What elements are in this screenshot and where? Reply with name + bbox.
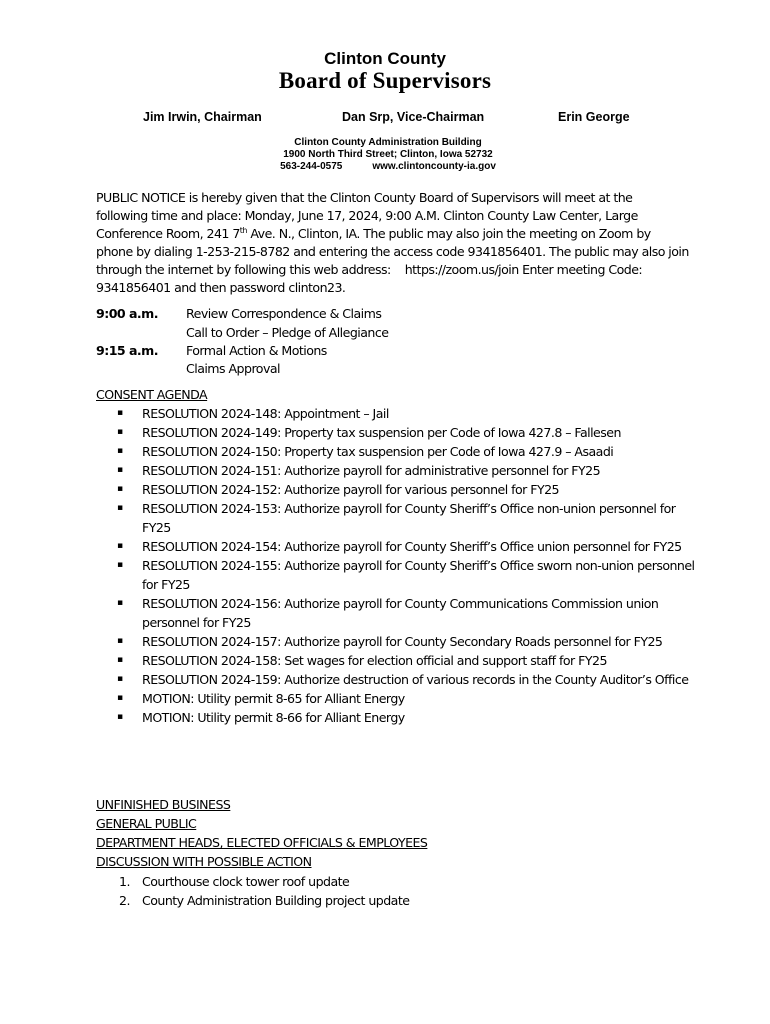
bullet-icon: ▪ bbox=[117, 598, 123, 608]
consent-agenda-item-text: RESOLUTION 2024-153: Authorize payroll for County Sheriff’s Office non-union personnel for FY25 bbox=[142, 501, 676, 535]
consent-agenda-item-text: RESOLUTION 2024-156: Authorize payroll for County Communications Commission union personnel for FY25 bbox=[142, 596, 659, 630]
general-public-heading: GENERAL PUBLIC bbox=[96, 816, 197, 831]
consent-agenda-heading: CONSENT AGENDA bbox=[96, 387, 208, 402]
bullet-icon: ▪ bbox=[117, 503, 123, 513]
bullet-icon: ▪ bbox=[117, 427, 123, 437]
public-notice bbox=[96, 189, 700, 297]
consent-agenda-item-text: RESOLUTION 2024-148: Appointment – Jail bbox=[142, 406, 389, 421]
consent-agenda-item-text: RESOLUTION 2024-155: Authorize payroll for County Sheriff’s Office sworn non-union personnel for FY25 bbox=[142, 558, 695, 592]
department-heads-heading: DEPARTMENT HEADS, ELECTED OFFICIALS & EMPLOYEES bbox=[96, 835, 428, 850]
unfinished-business-heading: UNFINISHED BUSINESS bbox=[96, 797, 231, 812]
website-link[interactable]: www.clintoncounty-ia.gov bbox=[372, 161, 496, 172]
phone-number: 563-244-0575 bbox=[280, 161, 343, 172]
discussion-item bbox=[96, 891, 409, 910]
notice-line: Conference Room, 241 7th Ave. N., Clinton, IA. The public may also join the meeting on Zoom by bbox=[96, 226, 651, 241]
schedule-item: Review Correspondence & Claims bbox=[186, 306, 382, 321]
consent-agenda-item bbox=[96, 480, 702, 499]
county-name: Clinton County bbox=[324, 49, 446, 68]
consent-agenda-item bbox=[96, 423, 702, 442]
consent-agenda-item-text: RESOLUTION 2024-152: Authorize payroll for various personnel for FY25 bbox=[142, 482, 560, 497]
consent-agenda-item-text: RESOLUTION 2024-150: Property tax suspension per Code of Iowa 427.9 – Asaadi bbox=[142, 444, 614, 459]
consent-agenda-item-text: RESOLUTION 2024-151: Authorize payroll for administrative personnel for FY25 bbox=[142, 463, 601, 478]
notice-line: PUBLIC NOTICE is hereby given that the Clinton County Board of Supervisors will meet at the bbox=[96, 190, 633, 205]
bullet-icon: ▪ bbox=[117, 636, 123, 646]
notice-line: 9341856401 and then password clinton23. bbox=[96, 280, 346, 295]
bullet-icon: ▪ bbox=[117, 465, 123, 475]
consent-agenda-item bbox=[96, 537, 702, 556]
bullet-icon: ▪ bbox=[117, 712, 123, 722]
discussion-item-number: 2. bbox=[119, 893, 130, 908]
discussion-list bbox=[96, 872, 409, 910]
schedule-item: Call to Order – Pledge of Allegiance bbox=[186, 325, 389, 340]
schedule-time: 9:15 a.m. bbox=[96, 343, 158, 358]
consent-agenda-item bbox=[96, 442, 702, 461]
contact-line bbox=[0, 161, 770, 172]
consent-agenda-item-text: MOTION: Utility permit 8-66 for Alliant Energy bbox=[142, 710, 405, 725]
consent-agenda-item-text: MOTION: Utility permit 8-65 for Alliant Energy bbox=[142, 691, 405, 706]
consent-agenda-item bbox=[96, 404, 702, 423]
consent-agenda-item bbox=[96, 461, 702, 480]
notice-line: phone by dialing 1-253-215-8782 and entering the access code 9341856401. The public may also join bbox=[96, 244, 689, 259]
supervisor-name: Erin George bbox=[558, 110, 630, 124]
consent-agenda-item-text: RESOLUTION 2024-154: Authorize payroll for County Sheriff’s Office union personnel for FY25 bbox=[142, 539, 682, 554]
consent-agenda-item-text: RESOLUTION 2024-159: Authorize destruction of various records in the County Auditor’s Office bbox=[142, 672, 689, 687]
bullet-icon: ▪ bbox=[117, 655, 123, 665]
notice-line: through the internet by following this web address: https://zoom.us/join Enter meeting Code: bbox=[96, 262, 643, 277]
consent-agenda-list bbox=[96, 404, 702, 727]
consent-agenda-item bbox=[96, 651, 702, 670]
consent-agenda-item bbox=[96, 670, 702, 689]
consent-agenda-item bbox=[96, 499, 702, 537]
schedule-item: Formal Action & Motions bbox=[186, 343, 327, 358]
bullet-icon: ▪ bbox=[117, 446, 123, 456]
bullet-icon: ▪ bbox=[117, 560, 123, 570]
consent-agenda-item-text: RESOLUTION 2024-157: Authorize payroll for County Secondary Roads personnel for FY25 bbox=[142, 634, 663, 649]
discussion-item-text: County Administration Building project update bbox=[142, 893, 410, 908]
discussion-item-number: 1. bbox=[119, 874, 130, 889]
consent-agenda-item-text: RESOLUTION 2024-149: Property tax suspension per Code of Iowa 427.8 – Fallesen bbox=[142, 425, 621, 440]
schedule-time: 9:00 a.m. bbox=[96, 306, 158, 321]
bullet-icon: ▪ bbox=[117, 484, 123, 494]
notice-line: following time and place: Monday, June 17, 2024, 9:00 A.M. Clinton County Law Center, Large bbox=[96, 208, 638, 223]
discussion-heading: DISCUSSION WITH POSSIBLE ACTION bbox=[96, 854, 312, 869]
consent-agenda-item bbox=[96, 689, 702, 708]
consent-agenda-item bbox=[96, 708, 702, 727]
schedule-item: Claims Approval bbox=[186, 361, 280, 376]
zoom-link[interactable]: https://zoom.us/join Enter meeting Code: bbox=[404, 262, 643, 277]
chairman-name: Jim Irwin, Chairman bbox=[143, 110, 262, 124]
street-address: 1900 North Third Street; Clinton, Iowa 52732 bbox=[283, 149, 493, 160]
building-name: Clinton County Administration Building bbox=[294, 137, 482, 148]
bullet-icon: ▪ bbox=[117, 408, 123, 418]
discussion-item bbox=[96, 872, 409, 891]
bullet-icon: ▪ bbox=[117, 541, 123, 551]
vice-chairman-name: Dan Srp, Vice-Chairman bbox=[342, 110, 485, 124]
consent-agenda-item bbox=[96, 556, 702, 594]
discussion-item-text: Courthouse clock tower roof update bbox=[142, 874, 350, 889]
consent-agenda-item bbox=[96, 632, 702, 651]
bullet-icon: ▪ bbox=[117, 693, 123, 703]
board-title: Board of Supervisors bbox=[278, 68, 492, 93]
bullet-icon: ▪ bbox=[117, 674, 123, 684]
consent-agenda-item-text: RESOLUTION 2024-158: Set wages for election official and support staff for FY25 bbox=[142, 653, 607, 668]
consent-agenda-item bbox=[96, 594, 702, 632]
